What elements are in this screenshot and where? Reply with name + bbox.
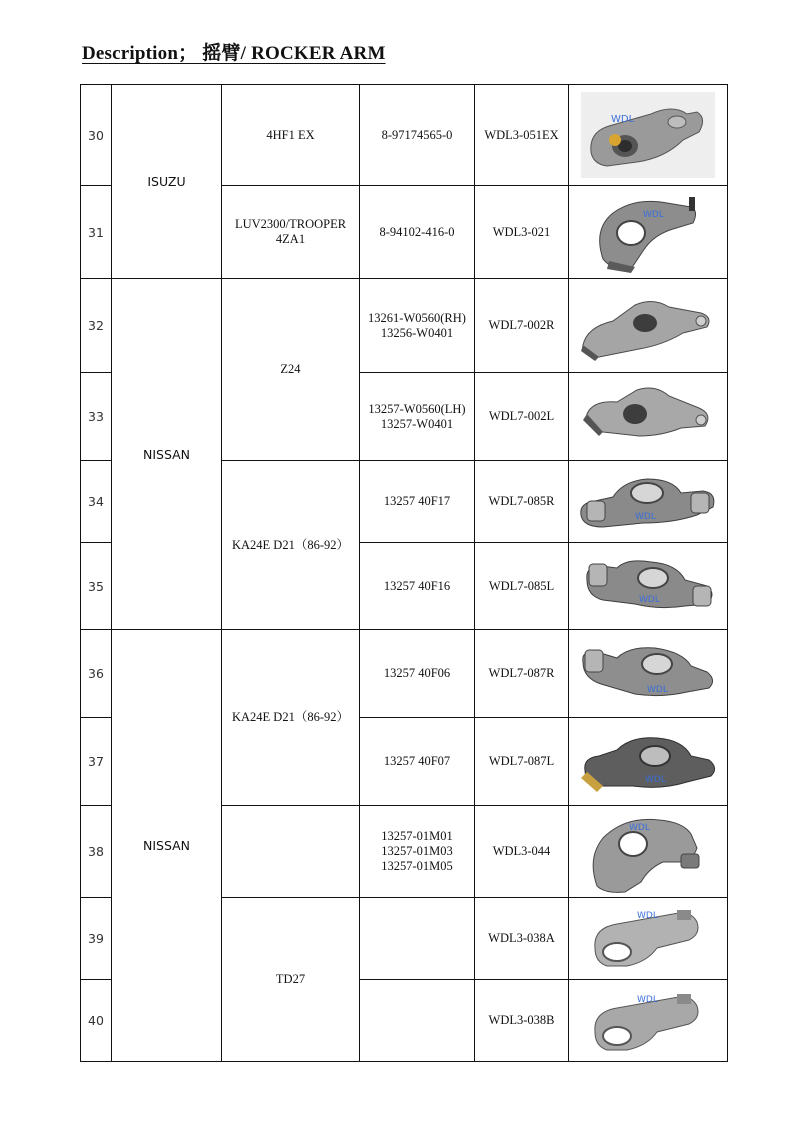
oem-number: 13256-W0401	[380, 325, 454, 340]
part-image-cell	[569, 186, 728, 279]
rocker-arm-photo	[573, 808, 723, 896]
oem-number: 13257-01M03	[381, 844, 453, 858]
oem-number: 13257 40F07	[383, 754, 451, 768]
part-code: WDL7-087R	[475, 630, 569, 718]
part-image-cell	[569, 980, 728, 1062]
item-number: 33	[81, 373, 112, 461]
oem-cell	[360, 543, 475, 630]
part-code: WDL7-085L	[475, 543, 569, 630]
oem-number: 13261-W0560(RH)	[368, 310, 466, 325]
oem-number: 13257 40F17	[383, 494, 451, 508]
item-number: 37	[81, 718, 112, 806]
rocker-arm-photo	[573, 374, 723, 460]
item-number: 40	[81, 980, 112, 1062]
oem-number: 8-97174565-0	[381, 127, 453, 142]
svg-text:WDL: WDL	[643, 210, 664, 220]
oem-cell	[360, 85, 475, 186]
svg-text:WDL: WDL	[611, 114, 635, 125]
oem-number: 13257-W0560(LH)	[368, 401, 466, 416]
part-image-cell	[569, 373, 728, 461]
oem-cell	[360, 980, 475, 1062]
item-number: 30	[81, 85, 112, 186]
svg-text:WDL: WDL	[645, 774, 666, 785]
part-image-cell	[569, 718, 728, 806]
brand-cell: NISSAN	[112, 279, 222, 630]
part-image-cell	[569, 85, 728, 186]
part-image-cell	[569, 806, 728, 898]
part-image-cell	[569, 543, 728, 630]
table-row	[81, 85, 728, 186]
model-cell: KA24E D21（86-92）	[222, 630, 360, 806]
oem-number: 13257-01M01	[381, 829, 453, 843]
part-code: WDL7-087L	[475, 718, 569, 806]
oem-cell	[360, 461, 475, 543]
item-number: 34	[81, 461, 112, 543]
rocker-arm-photo	[573, 544, 723, 628]
oem-cell	[360, 279, 475, 373]
item-number: 36	[81, 630, 112, 718]
brand-cell: ISUZU	[112, 85, 222, 279]
svg-text:WDL: WDL	[639, 595, 660, 605]
model-cell: KA24E D21（86-92）	[222, 461, 360, 630]
rocker-arm-photo	[573, 900, 723, 978]
item-number: 31	[81, 186, 112, 279]
oem-cell	[360, 718, 475, 806]
oem-number: 8-94102-416-0	[379, 224, 455, 239]
part-image-cell	[569, 898, 728, 980]
table-row	[81, 630, 728, 718]
svg-text:WDL: WDL	[637, 910, 658, 921]
model-cell: LUV2300/TROOPER 4ZA1	[222, 186, 360, 279]
model-cell	[222, 806, 360, 898]
part-code: WDL3-038B	[475, 980, 569, 1062]
svg-text:WDL: WDL	[635, 511, 656, 522]
part-image-cell	[569, 630, 728, 718]
part-image-cell	[569, 279, 728, 373]
model-cell: 4HF1 EX	[222, 85, 360, 186]
svg-text:WDL: WDL	[629, 822, 650, 833]
oem-cell	[360, 186, 475, 279]
part-code: WDL3-044	[475, 806, 569, 898]
svg-text:WDL: WDL	[637, 994, 658, 1005]
oem-cell	[360, 806, 475, 898]
part-code: WDL7-002L	[475, 373, 569, 461]
oem-cell	[360, 898, 475, 980]
page-title: Description； 摇臂/ ROCKER ARM	[82, 43, 386, 64]
oem-cell	[360, 373, 475, 461]
oem-number: 13257 40F16	[383, 578, 451, 593]
part-code: WDL3-021	[475, 186, 569, 279]
part-image-cell	[569, 461, 728, 543]
part-code: WDL3-038A	[475, 898, 569, 980]
brand-cell: NISSAN	[112, 630, 222, 1062]
oem-number: 13257 40F06	[383, 666, 451, 680]
item-number: 35	[81, 543, 112, 630]
svg-text:WDL: WDL	[647, 684, 668, 695]
oem-number: 13257-W0401	[380, 416, 454, 431]
rocker-arm-photo	[573, 283, 723, 369]
rocker-arm-photo	[573, 632, 723, 716]
model-cell: Z24	[222, 279, 360, 461]
item-number: 38	[81, 806, 112, 898]
rocker-arm-photo	[573, 982, 723, 1060]
rocker-arm-photo	[581, 92, 715, 178]
item-number: 32	[81, 279, 112, 373]
oem-cell	[360, 630, 475, 718]
part-code: WDL3-051EX	[475, 85, 569, 186]
part-code: WDL7-002R	[475, 279, 569, 373]
model-cell: TD27	[222, 898, 360, 1062]
item-number: 39	[81, 898, 112, 980]
table-row	[81, 279, 728, 373]
rocker-arm-photo	[573, 463, 723, 541]
rocker-arm-photo	[573, 189, 723, 275]
part-code: WDL7-085R	[475, 461, 569, 543]
rocker-arm-table	[80, 84, 728, 1062]
rocker-arm-photo	[573, 720, 723, 804]
oem-number: 13257-01M05	[381, 859, 453, 873]
